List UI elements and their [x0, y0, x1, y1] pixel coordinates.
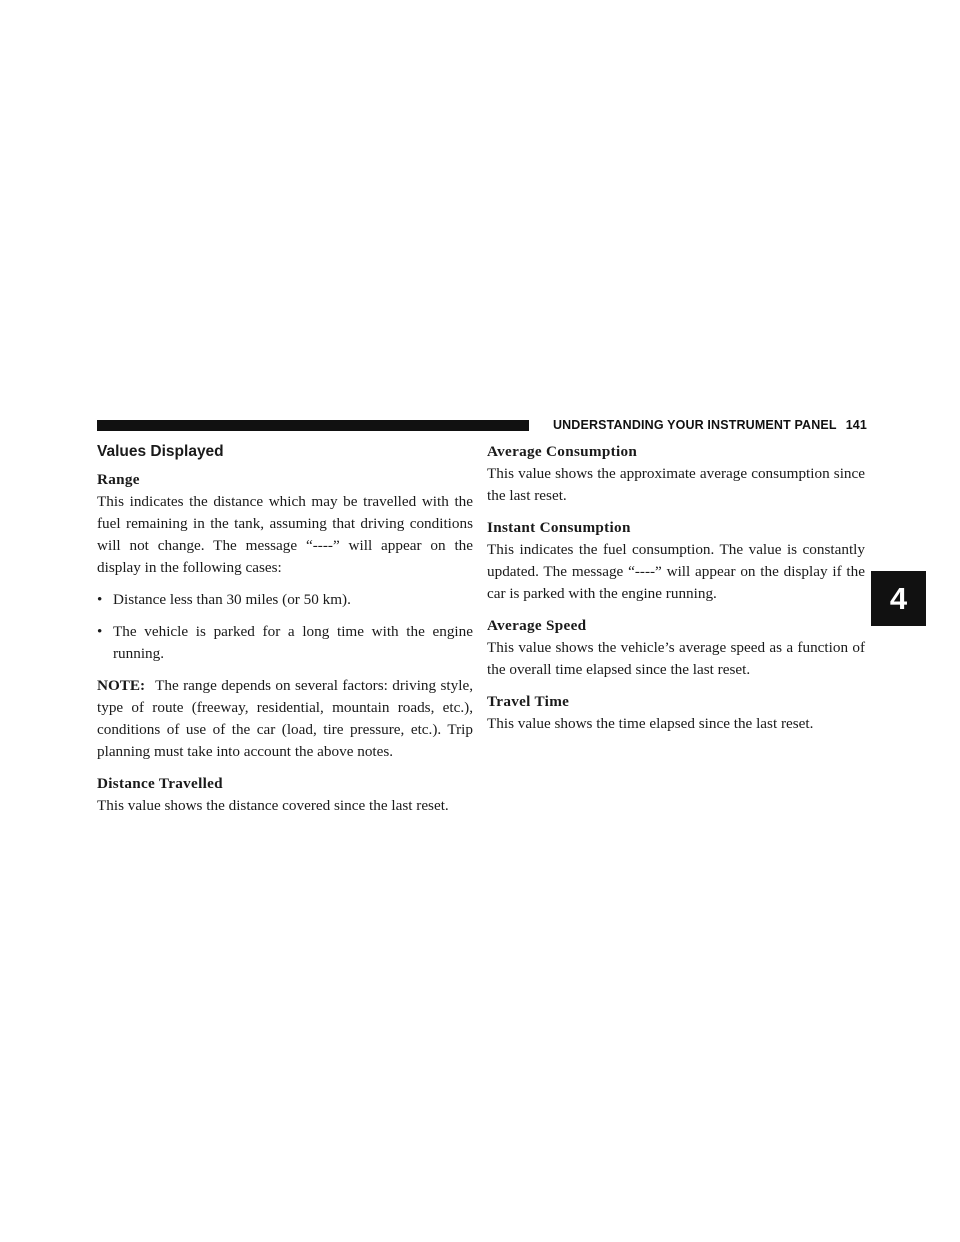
bullet-item — [97, 621, 473, 665]
range-heading: Range — [97, 471, 140, 488]
running-header — [537, 418, 867, 432]
distance-travelled-body: This value shows the distance covered since the last reset. — [97, 797, 449, 814]
bullet-icon: • — [97, 623, 103, 640]
travel-time-section — [487, 691, 865, 735]
bullet-item — [97, 589, 473, 611]
left-column — [97, 441, 473, 827]
bullet-text: Distance less than 30 miles (or 50 km). — [113, 591, 351, 608]
range-body: This indicates the distance which may be travelled with the fuel remaining in the tank, assuming that driving conditions will not change. The message “----” will appear on the display in the following cases: — [97, 493, 473, 576]
bullet-icon: • — [97, 591, 103, 608]
instant-consumption-heading: Instant Consumption — [487, 519, 631, 536]
page-number: 141 — [845, 418, 867, 432]
note-paragraph — [97, 675, 473, 763]
average-consumption-section — [487, 441, 865, 507]
header-rule — [97, 420, 529, 431]
travel-time-body: This value shows the time elapsed since the last reset. — [487, 715, 814, 732]
header-title: UNDERSTANDING YOUR INSTRUMENT PANEL — [552, 418, 837, 432]
note-section — [97, 675, 473, 763]
section-title: Values Displayed — [97, 443, 224, 460]
average-consumption-heading: Average Consumption — [487, 443, 638, 460]
note-body: The range depends on several factors: driving style, type of route (freeway, residential, mountain roads, etc.), conditions of use of the car (load, tire pressure, etc.). Trip planning must take into account the above notes. — [97, 677, 473, 760]
travel-time-heading: Travel Time — [487, 693, 570, 710]
average-speed-body: This value shows the vehicle’s average speed as a function of the overall time elapsed since the last reset. — [487, 639, 865, 678]
average-consumption-body: This value shows the approximate average consumption since the last reset. — [487, 465, 865, 504]
distance-travelled-heading: Distance Travelled — [97, 775, 223, 792]
instant-consumption-section — [487, 517, 865, 605]
chapter-tab: 4 — [871, 571, 926, 626]
right-column — [487, 441, 865, 745]
average-speed-section — [487, 615, 865, 681]
average-speed-heading: Average Speed — [487, 617, 587, 634]
range-section — [97, 469, 473, 579]
instant-consumption-body: This indicates the fuel consumption. The value is constantly updated. The message “----” will appear on the display if the car is parked with the engine running. — [487, 541, 865, 602]
note-label: NOTE: — [97, 677, 146, 694]
bullet-text: The vehicle is parked for a long time with the engine running. — [113, 623, 473, 662]
distance-travelled-section — [97, 773, 473, 817]
